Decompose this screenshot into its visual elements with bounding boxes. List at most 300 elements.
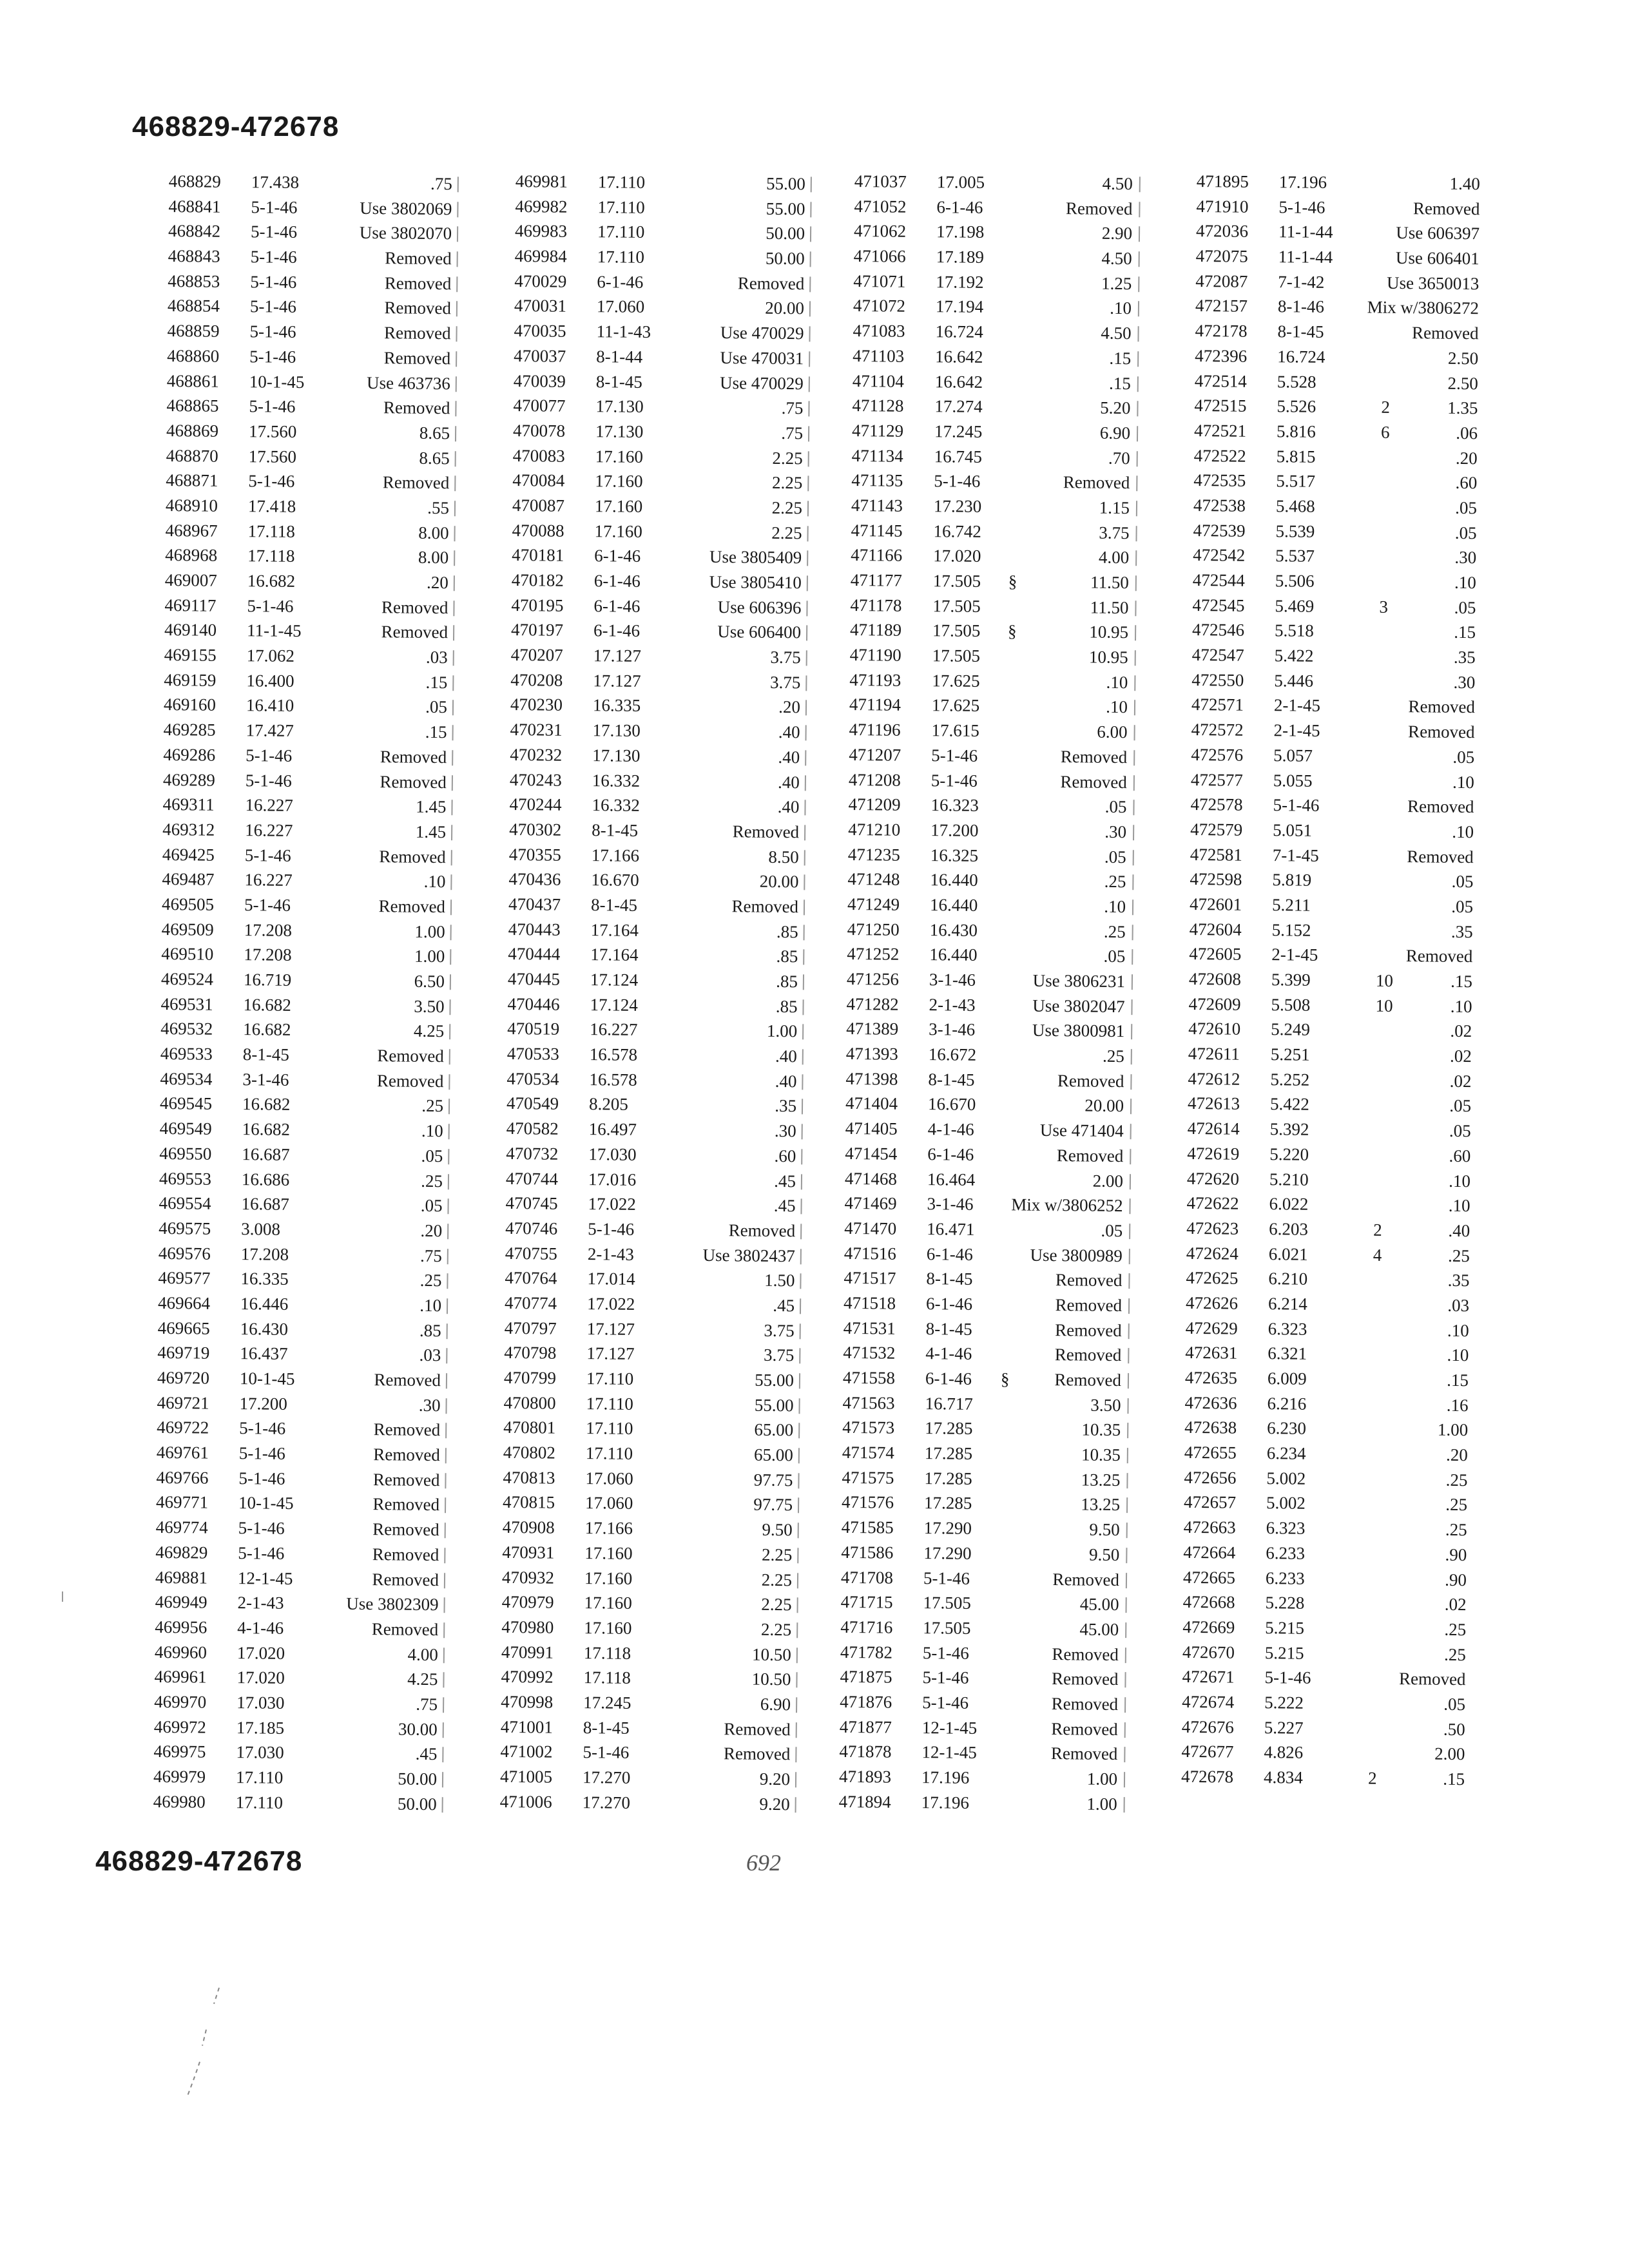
column-rule (457, 202, 458, 217)
marker: 2 (1381, 397, 1391, 418)
list-item (843, 1291, 1146, 1318)
reference-code: 17.020 (236, 1642, 285, 1663)
price-value: .10 (1448, 1196, 1470, 1216)
list-item (852, 443, 1155, 471)
reference-code: 5.252 (1270, 1069, 1310, 1090)
part-number: 469524 (160, 968, 214, 989)
column-rule (445, 1423, 447, 1439)
part-number: 469531 (160, 994, 213, 1014)
price-value: 3.50 (414, 996, 445, 1016)
list-item (850, 593, 1153, 620)
part-number: 472620 (1186, 1168, 1240, 1189)
column-rule (1135, 650, 1136, 666)
part-number: 469487 (162, 869, 215, 889)
column-rule (1135, 575, 1137, 591)
part-number: 472677 (1181, 1742, 1234, 1762)
list-item (845, 1091, 1148, 1119)
part-number: 469981 (515, 171, 568, 191)
reference-code: 5.215 (1265, 1618, 1305, 1638)
list-item (846, 1041, 1149, 1069)
list-item (853, 293, 1156, 321)
part-number: 470801 (503, 1418, 556, 1438)
column-rule (1124, 1697, 1126, 1713)
price-value: 1.00 (1086, 1794, 1117, 1814)
price-value: Removed (379, 846, 446, 867)
list-item (514, 368, 816, 396)
column-rule (450, 925, 452, 940)
part-number: 472624 (1186, 1243, 1239, 1264)
price-value: .85 (419, 1320, 441, 1340)
list-item (161, 917, 464, 945)
reference-code: 17.124 (590, 994, 638, 1015)
list-item (1184, 1415, 1468, 1443)
list-item (158, 1316, 461, 1343)
part-number: 469979 (153, 1766, 206, 1787)
price-value: Removed (376, 1070, 444, 1091)
price-value: .40 (1448, 1220, 1470, 1241)
list-item (162, 842, 465, 870)
price-value: .75 (419, 1245, 442, 1265)
price-value: 50.00 (398, 1769, 438, 1789)
column-rule (458, 177, 459, 192)
list-item (510, 668, 813, 695)
reference-code: 17.505 (932, 571, 981, 591)
reference-code: 16.672 (928, 1044, 977, 1064)
part-number: 471006 (499, 1791, 552, 1812)
part-number: 468870 (166, 445, 218, 466)
list-item (854, 169, 1157, 197)
part-number: 472678 (1181, 1766, 1234, 1787)
column-rule (450, 974, 451, 990)
list-item (1195, 293, 1479, 321)
part-number: 470231 (510, 720, 563, 740)
list-item (849, 767, 1152, 794)
list-item (160, 1041, 463, 1069)
part-number: 470764 (505, 1268, 557, 1288)
reference-code: 16.335 (592, 695, 641, 716)
part-number: 470302 (509, 819, 562, 840)
column-rule (1132, 925, 1133, 940)
column-rule (448, 1149, 449, 1164)
reference-code: 16.719 (243, 970, 292, 990)
column-rule (451, 800, 452, 815)
part-number: 471470 (844, 1218, 897, 1238)
list-item (1188, 1091, 1471, 1119)
price-value: 8.00 (418, 548, 449, 568)
price-value: .05 (1454, 523, 1477, 543)
price-value: Use 606396 (717, 597, 802, 617)
column-rule (1131, 1049, 1132, 1064)
part-number: 472545 (1192, 595, 1245, 615)
reference-code: 17.625 (931, 695, 980, 716)
reference-code: 6-1-46 (593, 595, 641, 616)
price-value: .10 (419, 1295, 442, 1316)
list-item (840, 1664, 1142, 1692)
reference-code: 17.130 (592, 745, 641, 765)
reference-code: 5.220 (1269, 1144, 1309, 1164)
part-number: 472626 (1185, 1293, 1239, 1313)
column-rule (1130, 1099, 1132, 1115)
reference-code: 17.030 (236, 1742, 284, 1763)
list-item (1196, 218, 1480, 246)
price-value: Use 3800981 (1032, 1021, 1125, 1041)
reference-code: 5.816 (1276, 421, 1316, 441)
reference-code: 5.211 (1271, 895, 1311, 915)
list-item (511, 593, 814, 620)
column-rule (1124, 1772, 1125, 1787)
column-rule (443, 1722, 444, 1738)
price-value: .40 (775, 1071, 797, 1091)
part-number: 471574 (842, 1442, 895, 1463)
part-number: 471193 (849, 669, 901, 690)
list-item (1191, 717, 1474, 745)
reference-code: 11-1-43 (596, 322, 651, 342)
price-value: 1.45 (415, 822, 447, 842)
part-number: 470037 (514, 345, 566, 366)
part-number: 472544 (1192, 570, 1246, 590)
reference-code: 16.437 (240, 1343, 288, 1364)
marker: 2 (1367, 1768, 1377, 1788)
price-value: .20 (420, 1220, 443, 1241)
price-value: Use 3806231 (1032, 970, 1126, 992)
price-value: 9.50 (1088, 1544, 1120, 1564)
part-number: 472612 (1188, 1068, 1240, 1089)
list-item (1195, 343, 1478, 371)
list-item (167, 368, 470, 396)
price-value: Removed (1055, 1320, 1122, 1340)
reference-code: 5.215 (1264, 1642, 1304, 1663)
column-rule (1137, 351, 1139, 367)
reference-code: 5.392 (1269, 1119, 1309, 1139)
price-value: 3.75 (769, 672, 801, 693)
column-rule (1133, 850, 1134, 865)
part-number: 468842 (168, 221, 221, 242)
list-item (513, 418, 816, 446)
part-number: 469117 (164, 595, 217, 615)
column-rule (457, 227, 458, 242)
reference-code: 16.682 (243, 994, 291, 1015)
price-value: Use 3650013 (1386, 273, 1480, 293)
part-number: 472668 (1182, 1592, 1235, 1612)
part-number: 469665 (157, 1318, 210, 1338)
price-value: .35 (1453, 647, 1476, 668)
price-value: 1.00 (1437, 1420, 1469, 1440)
list-item (506, 1066, 809, 1094)
column-rule (1134, 700, 1135, 716)
list-item (155, 1590, 458, 1617)
price-value: .10 (1454, 572, 1476, 593)
column-rule (802, 999, 804, 1015)
reference-code: 17.245 (934, 421, 983, 441)
list-item (508, 941, 811, 969)
column-rule (800, 1224, 802, 1239)
column-rule (1124, 1722, 1126, 1738)
price-value: 10.35 (1081, 1445, 1121, 1465)
column-rule (446, 1373, 447, 1389)
price-value: Removed (1054, 1370, 1122, 1390)
column-rule (445, 1498, 446, 1514)
list-item (850, 617, 1153, 645)
part-number: 471782 (840, 1642, 893, 1662)
part-number: 469975 (153, 1742, 206, 1762)
reference-code: 17.189 (936, 247, 985, 267)
list-item (166, 418, 469, 446)
part-number: 471558 (842, 1367, 896, 1388)
price-value: 2.25 (760, 1619, 792, 1640)
price-value: Removed (381, 597, 448, 617)
list-item (1189, 941, 1472, 969)
part-number: 471103 (853, 345, 905, 366)
price-value: .20 (1455, 448, 1478, 468)
list-item (841, 1540, 1144, 1568)
list-item (514, 343, 816, 371)
reference-code: 5.002 (1266, 1493, 1306, 1514)
price-value: .30 (1454, 548, 1477, 568)
column-rule (804, 800, 805, 816)
reference-code: 17.110 (585, 1443, 633, 1463)
part-number: 470932 (501, 1567, 555, 1588)
list-item (164, 617, 467, 645)
price-value: 8.65 (419, 423, 450, 443)
price-value: .10 (1447, 1320, 1469, 1340)
reference-code: 2-1-43 (587, 1244, 634, 1264)
price-value: 2.50 (1447, 348, 1479, 369)
part-number: 470197 (510, 620, 564, 640)
column-rule (1136, 476, 1137, 491)
reference-code: 8-1-45 (592, 820, 639, 840)
column-rule (1127, 1423, 1128, 1439)
column-rule (1129, 1249, 1130, 1264)
price-value: .05 (1104, 847, 1126, 867)
price-value: Removed (723, 1744, 791, 1764)
part-number: 471404 (845, 1093, 898, 1114)
reference-code: 17.505 (923, 1593, 972, 1613)
price-value: 4.00 (407, 1644, 439, 1664)
price-value: .03 (425, 647, 448, 668)
price-value: .30 (1453, 672, 1476, 692)
part-number: 470815 (502, 1492, 555, 1513)
list-item (514, 269, 817, 296)
list-item (515, 194, 818, 222)
price-value: .25 (1444, 1619, 1467, 1639)
part-number: 471104 (852, 370, 904, 391)
reference-code: 3-1-46 (929, 1019, 976, 1040)
price-value: Removed (1051, 1718, 1118, 1739)
price-value: 4.50 (1102, 173, 1133, 194)
part-number: 472656 (1184, 1467, 1237, 1488)
reference-code: 17.427 (246, 720, 294, 741)
column-rule (1129, 1224, 1130, 1239)
part-number: 470436 (508, 869, 561, 889)
column-rule (811, 177, 812, 192)
column-rule (450, 875, 452, 890)
part-number: 468853 (168, 271, 220, 291)
price-value: .25 (1443, 1644, 1467, 1664)
column-rule (802, 1049, 804, 1064)
part-number: 471209 (848, 794, 901, 814)
reference-code: 17.625 (932, 670, 980, 691)
reference-code: 5-1-46 (922, 1693, 969, 1713)
reference-code: 17.062 (246, 646, 295, 666)
part-number: 469533 (160, 1043, 213, 1064)
column-rule (1137, 451, 1138, 466)
price-value: .05 (420, 1196, 443, 1216)
reference-code: 5-1-46 (238, 1443, 285, 1463)
reference-code: 17.127 (586, 1318, 635, 1339)
part-number: 470802 (503, 1442, 556, 1463)
part-number: 472622 (1186, 1193, 1239, 1213)
reference-code: 5.251 (1270, 1044, 1310, 1064)
list-item (158, 1265, 461, 1293)
column-rule (1125, 1622, 1126, 1638)
reference-code: 17.274 (934, 396, 983, 417)
part-number: 469949 (155, 1592, 207, 1612)
part-number: 471128 (852, 396, 904, 416)
list-item (167, 318, 470, 346)
column-rule (799, 1349, 800, 1364)
list-item (842, 1390, 1145, 1418)
list-item (1193, 543, 1476, 570)
list-item (1192, 617, 1476, 645)
part-number: 471518 (843, 1293, 896, 1313)
part-number: 468829 (168, 171, 221, 191)
part-number: 470755 (505, 1243, 557, 1264)
list-item (1196, 194, 1480, 222)
part-number: 469761 (156, 1442, 209, 1463)
reference-code: 5.469 (1275, 595, 1315, 616)
part-number: 470813 (503, 1467, 555, 1488)
part-number: 472576 (1191, 744, 1244, 765)
price-value: .25 (1445, 1519, 1467, 1540)
price-value: Removed (380, 771, 447, 792)
price-value: .25 (421, 1096, 444, 1116)
reference-code: 17.127 (586, 1343, 635, 1364)
reference-code: 8-1-45 (928, 1069, 975, 1090)
price-value: Use 471404 (1039, 1120, 1124, 1141)
price-value: Use 470029 (719, 372, 804, 393)
price-value: Use 3802437 (702, 1245, 795, 1265)
list-item (1192, 593, 1476, 620)
price-value: Removed (377, 1046, 444, 1066)
reference-code: 17.185 (236, 1717, 285, 1738)
list-item (501, 1715, 804, 1742)
price-value: 2.90 (1101, 224, 1133, 244)
price-value: .10 (1450, 996, 1472, 1016)
marker: § (1007, 621, 1017, 641)
part-number: 471250 (847, 919, 900, 939)
part-number: 472538 (1193, 495, 1246, 515)
list-item (157, 1340, 460, 1368)
list-item (1181, 1739, 1465, 1767)
list-item (502, 1564, 805, 1592)
part-number: 472610 (1188, 1019, 1241, 1039)
column-rule (805, 750, 806, 765)
column-rule (1137, 426, 1138, 441)
reference-code: 6.009 (1267, 1369, 1307, 1389)
reference-code: 17.270 (582, 1792, 631, 1812)
part-number: 470355 (508, 844, 561, 865)
reference-code: 7-1-45 (1272, 845, 1319, 865)
price-value: 5.20 (1100, 398, 1131, 418)
part-number: 472665 (1182, 1567, 1236, 1588)
column-rule (447, 1273, 448, 1289)
list-item (1182, 1639, 1466, 1667)
price-value: .35 (1447, 1271, 1470, 1291)
reference-code: 6-1-46 (925, 1369, 972, 1389)
part-number: 472547 (1191, 645, 1244, 665)
price-value: .10 (1449, 1171, 1471, 1191)
list-item (848, 792, 1151, 820)
price-value: Removed (1411, 323, 1479, 343)
part-number: 469550 (159, 1143, 212, 1164)
part-number: 470800 (503, 1392, 556, 1413)
reference-code: 16.670 (927, 1094, 976, 1115)
part-number: 470446 (507, 994, 560, 1014)
part-number: 469983 (514, 221, 568, 242)
column-rule (805, 700, 807, 716)
list-item (1191, 742, 1474, 770)
price-value: 65.00 (754, 1420, 794, 1440)
reference-code: 16.464 (927, 1169, 976, 1189)
price-value: .20 (778, 697, 801, 717)
reference-code: 5.057 (1273, 745, 1313, 765)
column-rule (451, 825, 452, 840)
column-rule (1126, 1498, 1128, 1514)
column-rule (453, 601, 454, 616)
price-value: Removed (372, 1544, 439, 1564)
column-rule (1132, 899, 1133, 915)
list-item (842, 1490, 1144, 1517)
column-rule (1132, 974, 1133, 990)
part-number: 469534 (160, 1068, 213, 1089)
reference-code: 17.020 (933, 546, 981, 566)
price-value: 50.00 (765, 248, 805, 269)
column-rule (798, 1473, 799, 1488)
list-item (155, 1564, 458, 1592)
part-number: 471248 (847, 869, 900, 889)
column-rule (1126, 1473, 1128, 1488)
part-number: 471585 (841, 1517, 894, 1537)
reference-code: 5.228 (1265, 1593, 1305, 1613)
reference-code: 17.110 (597, 247, 645, 267)
price-value: Use 3800989 (1030, 1245, 1123, 1265)
reference-code: 6-1-46 (925, 1294, 973, 1314)
reference-code: 2-1-45 (1273, 695, 1321, 716)
list-item (509, 792, 812, 820)
part-number: 471716 (840, 1617, 893, 1637)
price-value: Removed (1405, 946, 1473, 966)
part-number: 471208 (848, 769, 901, 790)
list-item (840, 1715, 1142, 1742)
list-item (1183, 1564, 1467, 1592)
list-item (515, 244, 818, 271)
column-rule (1133, 750, 1135, 765)
price-value: .05 (1443, 1694, 1466, 1715)
part-number: 470443 (508, 919, 561, 939)
price-value: Use 3805409 (709, 547, 802, 568)
price-value: 10.35 (1081, 1419, 1121, 1440)
part-number: 471037 (854, 171, 907, 191)
price-value: .05 (1455, 497, 1478, 518)
part-number: 472664 (1183, 1542, 1236, 1562)
price-value: .75 (781, 423, 804, 443)
column-rule (1135, 526, 1137, 541)
reference-code: 5.422 (1269, 1094, 1309, 1115)
reference-code: 5-1-46 (245, 770, 293, 791)
reference-code: 17.022 (586, 1294, 635, 1314)
price-value: .05 (1451, 872, 1474, 892)
reference-code: 17.285 (924, 1443, 973, 1463)
